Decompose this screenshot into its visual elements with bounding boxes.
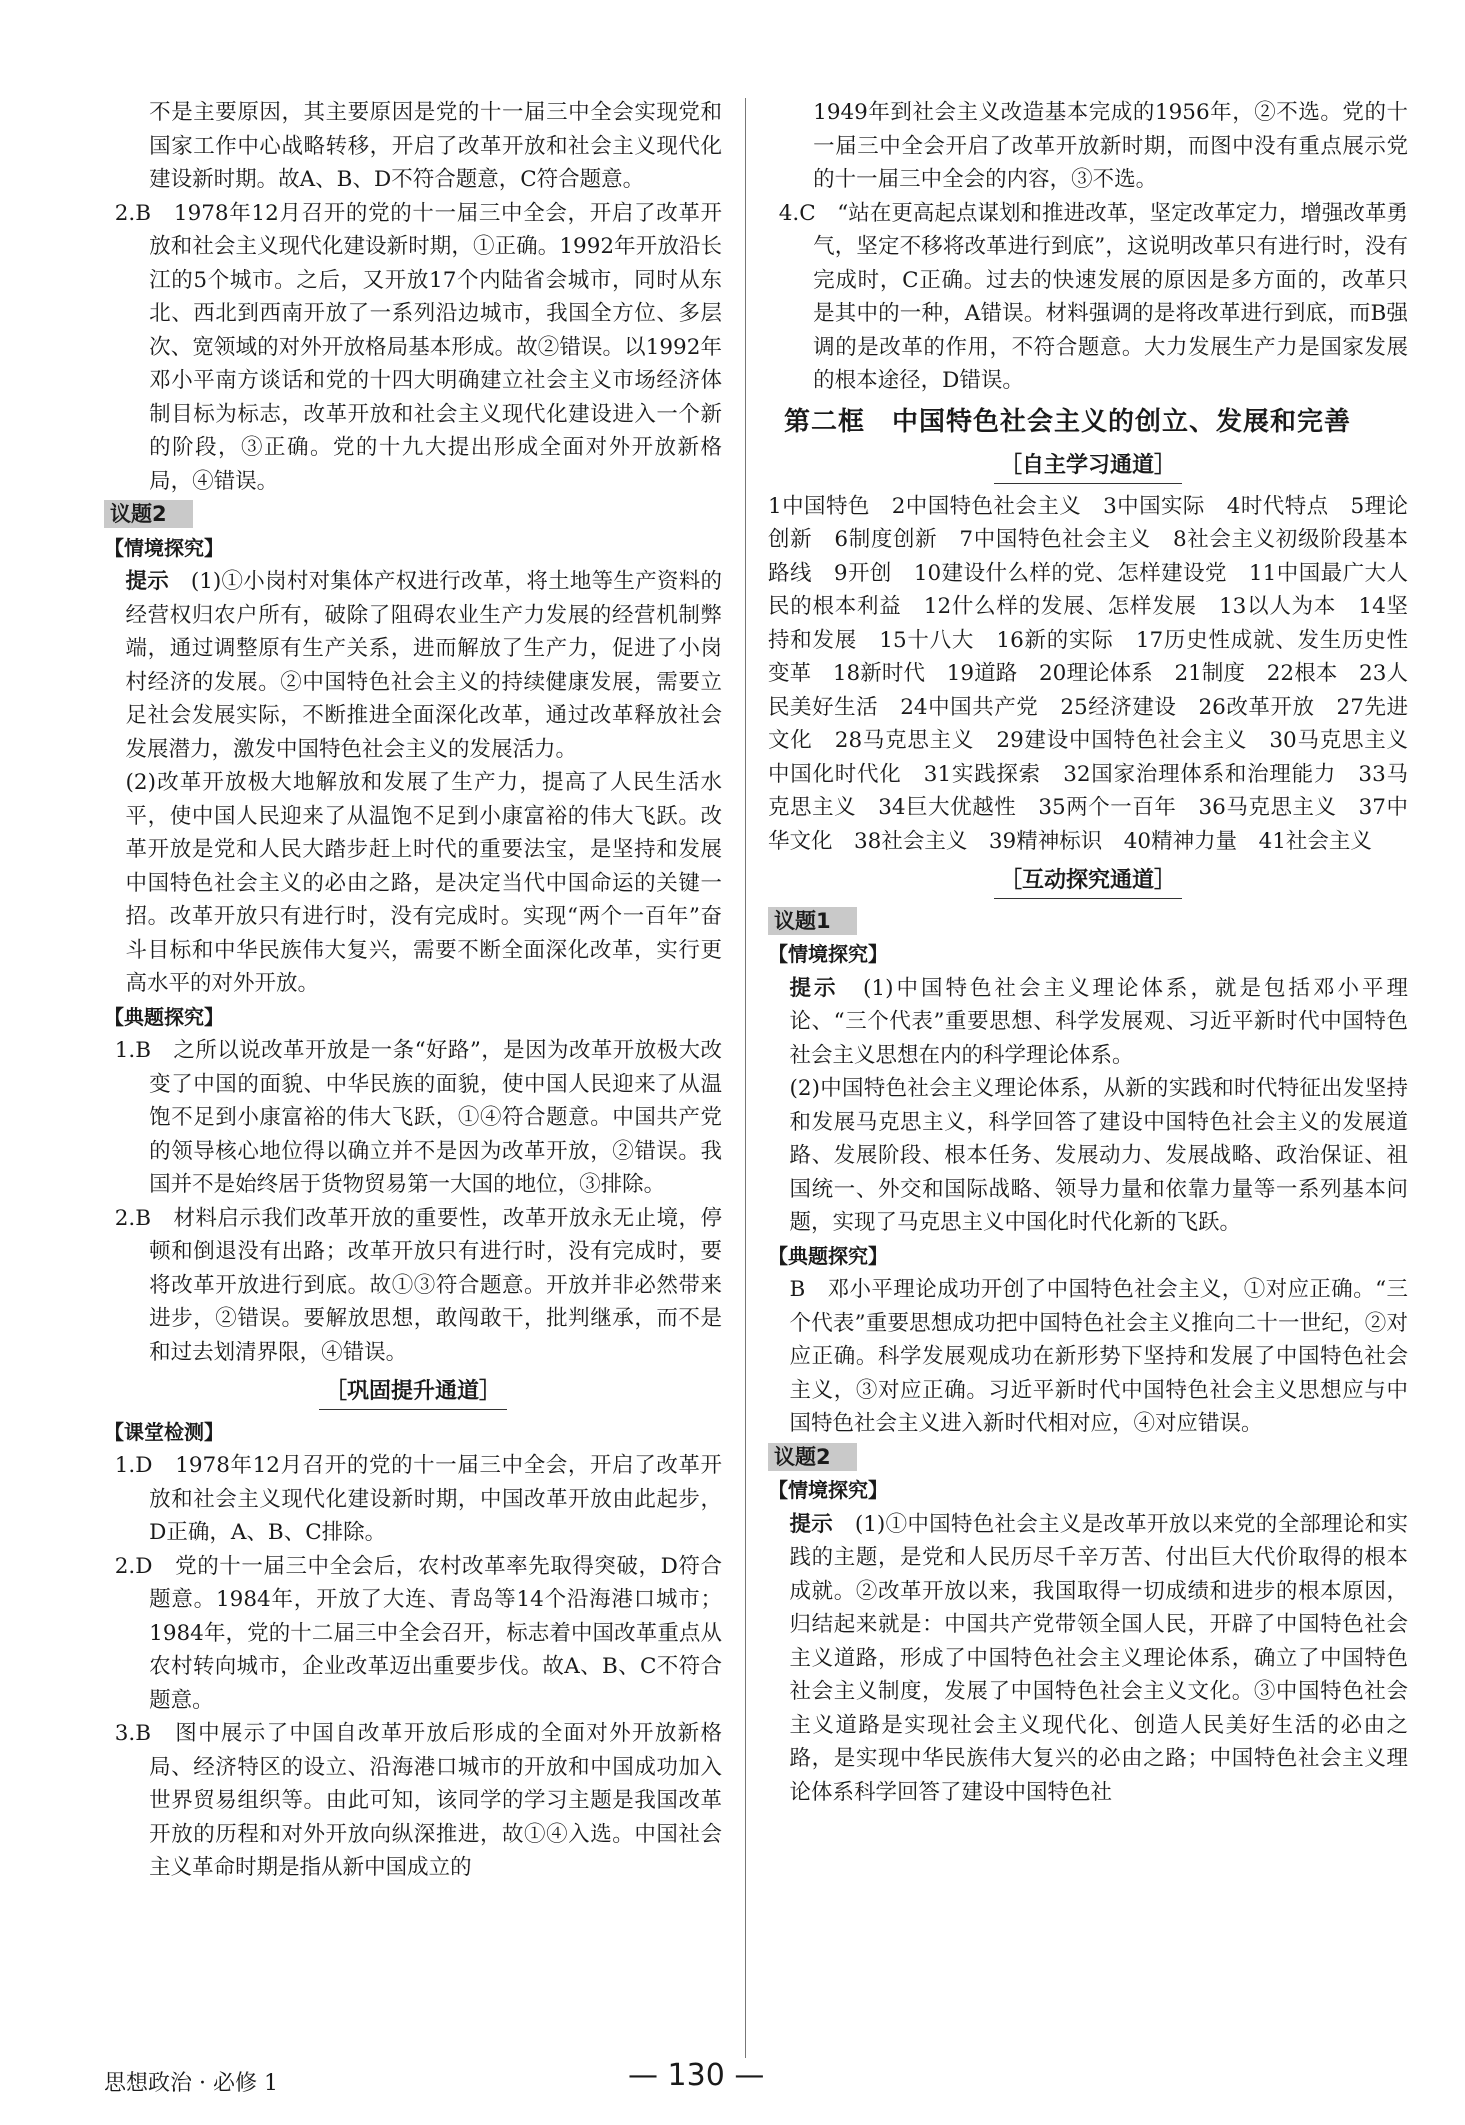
section-heading: ［互动探究通道］ [768,864,1408,899]
section-heading: ［自主学习通道］ [768,449,1408,484]
subsection-heading: 【典题探究】 [768,1243,888,1268]
hint-paragraph [768,1508,1408,1810]
hint-paragraph [768,972,1408,1073]
column-divider [745,98,746,2058]
subsection-heading: 【情境探究】 [104,535,224,560]
paragraph: (2)改革开放极大地解放和发展了生产力，提高了人民生活水平，使中国人民迎来了从温饱不足到小康富裕的伟大飞跃。改革开放是党和人民大踏步赶上时代的重要法宝，是坚持和发展中国特色社会主义的必由之路，是决定当代中国命运的关键一招。改革开放只有进行时，没有完成时。实现“两个一百年”奋斗目标和中华民族伟大复兴，需要不断全面深化改革，实行更高水平的对外开放。 [125,770,722,996]
lesson-title: 第二框 中国特色社会主义的创立、发展和完善 [784,406,1352,437]
section-heading: ［巩固提升通道］ [104,1375,722,1410]
answer-item: 2.B 材料启示我们改革开放的重要性，改革开放永无止境，停顿和倒退没有出路；改革开放只有进行时，没有完成时，要将改革开放进行到底。故①③符合题意。开放并非必然带来进步，②错误。要解放思想，敢闯敢干，批判继承，而不是和过去划清界限，④错误。 [114,1205,722,1365]
answer-item: 2.D 党的十一届三中全会后，农村改革率先取得突破，D符合题意。1984年，开放了大连、青岛等14个沿海港口城市；1984年，党的十二届三中全会召开，标志着中国改革重点从农村转向城市，企业改革迈出重要步伐。故A、B、C不符合题意。 [114,1553,722,1713]
right-column [768,96,1408,1809]
hint-text: (1)中国特色社会主义理论体系，就是包括邓小平理论、“三个代表”重要思想、科学发展观、习近平新时代中国特色社会主义思想在内的科学理论体系。 [789,975,1408,1068]
topic-tag: 议题1 [768,907,857,935]
book-title: 思想政治 · 必修 1 [104,2071,278,2096]
hint-text: (1)①小岗村对集体产权进行改革，将土地等生产资料的经营权归农户所有，破除了阻碍农业生产力发展的经营机制弊端，通过调整原有生产关系，进而解放了生产力，促进了小岗村经济的发展。②中国特色社会主义的持续健康发展，需要立足社会发展实际，不断推进全面深化改革，通过改革释放社会发展潜力，激发中国特色社会主义的发展活力。 [125,569,722,762]
subsection-heading: 【典题探究】 [104,1004,224,1029]
hint-text: (1)①中国特色社会主义是改革开放以来党的全部理论和实践的主题，是党和人民历尽千辛万苦、付出巨大代价取得的根本成就。②改革开放以来，我国取得一切成绩和进步的根本原因，归结起来就是：中国共产党带领全国人民，开辟了中国特色社会主义道路，形成了中国特色社会主义理论体系，确立了中国特色社会主义制度，发展了中国特色社会主义文化。③中国特色社会主义道路是实现社会主义现代化、创造人民美好生活的必由之路，是实现中华民族伟大复兴的必由之路；中国特色社会主义理论体系科学回答了建设中国特色社 [789,1511,1408,1805]
left-column [104,96,722,1885]
topic-tag: 议题2 [104,500,193,528]
subsection-heading: 【情境探究】 [768,1478,888,1502]
paragraph: (2)中国特色社会主义理论体系，从新的实践和时代特征出发坚持和发展马克思主义，科学回答了建设中国特色社会主义的发展道路、发展阶段、根本任务、发展动力、发展战略、政治保证、祖国统一、外交和国际战略、领导力量和依靠力量等一系列基本问题，实现了马克思主义中国化时代化新的飞跃。 [789,1076,1408,1235]
answer-item: 2.B 1978年12月召开的党的十一届三中全会，开启了改革开放和社会主义现代化建设新时期，①正确。1992年开放沿长江的5个城市。之后，又开放17个内陆省会城市，同时从东北、西北到西南开放了一系列沿边城市，我国全方位、多层次、宽领域的对外开放格局基本形成。故②错误。以1992年邓小平南方谈话和党的十四大明确建立社会主义市场经济体制目标为标志，改革开放和社会主义现代化建设进入一个新的阶段，③正确。党的十九大提出形成全面对外开放新格局，④错误。 [114,200,722,494]
fill-in-answers: 1中国特色 2中国特色社会主义 3中国实际 4时代特点 5理论创新 6制度创新 7中国特色社会主义 8社会主义初级阶段基本路线 9开创 10建设什么样的党、怎样建设党 11中国最广大人民的根本利益 12什么样的发展、怎样发展 13以人为本 14坚持和发展 15十八大 16新的实际 17历史性成就、发生历史性变革 18新时代 19道路 20理论体系 21制度 22根本 23人民美好生活 24中国共产党 25经济建设 26改革开放 27先进文化 28马克思主义 29建设中国特色社会主义 30马克思主义中国化时代化 31实践探索 32国家治理体系和治理能力 33马克思主义 34巨大优越性 35两个一百年 36马克思主义 37中华文化 38社会主义 39精神标识 40精神力量 41社会主义 [768,493,1408,854]
hint-label: 提示 [789,975,839,1001]
topic-tag: 议题2 [768,1443,857,1471]
paragraph: 1949年到社会主义改造基本完成的1956年，②不选。党的十一届三中全会开启了改革开放新时期，而图中没有重点展示党的十一届三中全会的内容，③不选。 [813,100,1408,192]
subsection-heading: 【课堂检测】 [104,1419,224,1444]
page-number: — 130 — [628,2058,765,2093]
answer-item: 1.D 1978年12月召开的党的十一届三中全会，开启了改革开放和社会主义现代化建设新时期，中国改革开放由此起步，D正确，A、B、C排除。 [114,1453,722,1545]
hint-paragraph [104,565,722,766]
answer-item: 4.C “站在更高起点谋划和推进改革，坚定改革定力，增强改革勇气，坚定不移将改革进行到底”，这说明改革只有进行时，没有完成时，C正确。过去的快速发展的原因是多方面的，改革只是其中的一种，A错误。材料强调的是将改革进行到底，而B强调的是改革的作用，不符合题意。大力发展生产力是国家发展的根本途径，D错误。 [778,200,1408,393]
hint-label: 提示 [789,1511,834,1537]
answer-item: 3.B 图中展示了中国自改革开放后形成的全面对外开放新格局、经济特区的设立、沿海港口城市的开放和中国成功加入世界贸易组织等。由此可知，该同学的学习主题是我国改革开放的历程和对外开放向纵深推进，故①④入选。中国社会主义革命时期是指从新中国成立的 [114,1721,722,1880]
hint-label: 提示 [125,569,170,594]
subsection-heading: 【情境探究】 [768,942,888,966]
answer-item: 1.B 之所以说改革开放是一条“好路”，是因为改革开放极大改变了中国的面貌、中华民族的面貌，使中国人民迎来了从温饱不足到小康富裕的伟大飞跃，①④符合题意。中国共产党的领导核心地位得以确立并不是因为改革开放，②错误。我国并不是始终居于货物贸易第一大国的地位，③排除。 [114,1038,722,1197]
answer-item: B 邓小平理论成功开创了中国特色社会主义，①对应正确。“三个代表”重要思想成功把中国特色社会主义推向二十一世纪，②对应正确。科学发展观成功在新形势下坚持和发展了中国特色社会主义，③对应正确。习近平新时代中国特色社会主义思想应与中国特色社会主义进入新时代相对应，④对应错误。 [789,1277,1408,1436]
paragraph: 不是主要原因，其主要原因是党的十一届三中全会实现党和国家工作中心战略转移，开启了改革开放和社会主义现代化建设新时期。故A、B、D不符合题意，C符合题意。 [149,100,722,192]
